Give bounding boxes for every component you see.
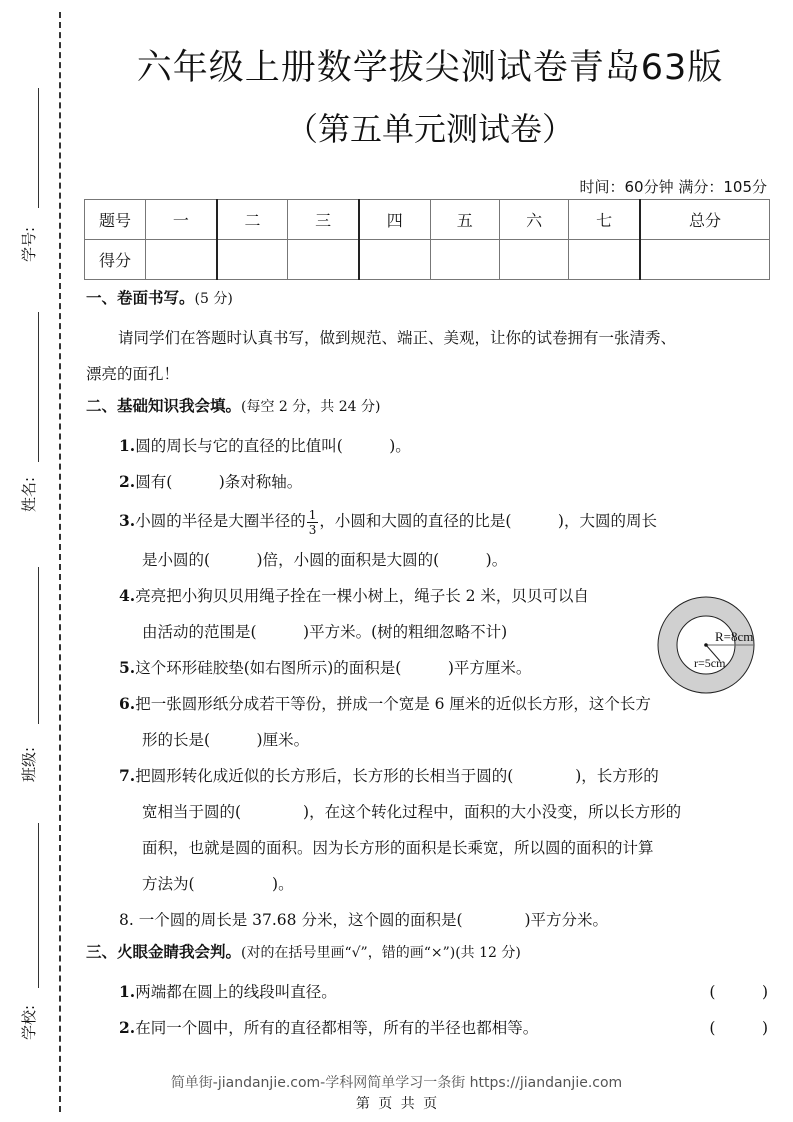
section-1-text: 请同学们在答题时认真书写，做到规范、端正、美观，让你的试卷拥有一张清秀、 — [118, 329, 677, 347]
question-2-6-cont: 形的长是( )厘米。 — [142, 731, 310, 749]
question-2-8: 8. 一个圆的周长是 37.68 分米，这个圆的面积是( )平方分米。 — [119, 911, 609, 929]
page-number: 第 页 共 页 — [355, 1096, 438, 1112]
fraction-one-third: $\frac{1}{3}$ — [308, 507, 317, 537]
column-header: 六 — [499, 200, 568, 240]
name-label: 姓名: — [20, 476, 38, 512]
score-cell[interactable] — [146, 240, 217, 280]
question-number-row — [85, 200, 770, 240]
score-row — [85, 240, 770, 280]
question-3-2: 2.在同一个圆中，所有的直径都相等，所有的半径也都相等。 ( ) — [86, 1010, 772, 1046]
answer-brackets[interactable]: ( ) — [709, 1019, 768, 1037]
student-id-label: 学号: — [20, 226, 38, 262]
score-cell[interactable] — [359, 240, 430, 280]
question-2-7: 7.把圆形转化成近似的长方形后，长方形的长相当于圆的( )，长方形的 — [119, 766, 659, 785]
watermark-footer: 简单街-jiandanjie.com-学科网简单学习一条街 https://jiandanjie.com — [170, 1075, 623, 1091]
question-2-7-cont: 宽相当于圆的( )，在这个转化过程中，面积的大小没变，所以长方形的 — [142, 803, 682, 821]
column-header: 四 — [359, 200, 430, 240]
column-header: 七 — [569, 200, 640, 240]
question-2-6: 6.把一张圆形纸分成若干等份，拼成一个宽是 6 厘米的近似长方形，这个长方 — [119, 694, 651, 713]
inner-radius-label: r=5cm — [694, 656, 726, 670]
section-3-heading: 三、火眼金睛我会判。(对的在括号里画“√”，错的画“×”)(共 12 分) — [86, 943, 521, 961]
student-id-line[interactable] — [38, 88, 39, 208]
question-2-7-cont: 方法为( )。 — [142, 875, 294, 893]
section-2-heading: 二、基础知识我会填。(每空 2 分，共 24 分) — [86, 397, 381, 415]
answer-brackets[interactable]: ( ) — [709, 983, 768, 1001]
score-cell[interactable] — [217, 240, 288, 280]
score-cell[interactable] — [288, 240, 359, 280]
column-header: 总分 — [640, 200, 770, 240]
question-2-4: 4.亮亮把小狗贝贝用绳子拴在一棵小树上，绳子长 2 米，贝贝可以自 — [119, 586, 589, 605]
class-line[interactable] — [38, 567, 39, 724]
question-2-3: 3.小圆的半径是大圈半径的 $\frac{1}{3}$ ，小圆和大圆的直径的比是( )，大圆的周长 — [119, 507, 657, 537]
question-2-3-cont: 是小圆的( )倍，小圆的面积是大圆的( )。 — [142, 551, 508, 569]
column-header: 三 — [288, 200, 359, 240]
score-cell[interactable] — [569, 240, 640, 280]
column-header: 五 — [430, 200, 499, 240]
score-cell[interactable] — [430, 240, 499, 280]
outer-radius-label: R=8cm — [715, 629, 754, 644]
school-label: 学校: — [20, 1004, 38, 1040]
row-label: 得分 — [85, 240, 146, 280]
name-line[interactable] — [38, 312, 39, 462]
question-2-1: 1.圆的周长与它的直径的比值叫( )。 — [119, 436, 411, 455]
section-1-text-cont: 漂亮的面孔！ — [86, 365, 180, 383]
section-1-heading: 一、卷面书写。(5 分) — [86, 289, 233, 307]
school-line[interactable] — [38, 823, 39, 988]
question-2-7-cont: 面积，也就是圆的面积。因为长方形的面积是长乘宽，所以圆的面积的计算 — [142, 839, 654, 857]
question-2-2: 2.圆有( )条对称轴。 — [119, 472, 303, 491]
class-label: 班级: — [20, 746, 38, 782]
column-header: 二 — [217, 200, 288, 240]
question-2-4-cont: 由活动的范围是( )平方米。(树的粗细忽略不计) — [142, 623, 508, 641]
question-2-5: 5.这个环形硅胶垫(如右图所示)的面积是( )平方厘米。 — [119, 658, 532, 677]
score-table — [84, 199, 770, 280]
column-header: 一 — [146, 200, 217, 240]
question-3-1: 1.两端都在圆上的线段叫直径。 ( ) — [86, 974, 772, 1010]
score-cell[interactable] — [499, 240, 568, 280]
ring-diagram — [656, 595, 768, 699]
binding-cut-line — [59, 12, 61, 1112]
row-label: 题号 — [85, 200, 146, 240]
exam-meta: 时间：60分钟 满分：105分 — [579, 178, 767, 196]
page-title: 六年级上册数学拔尖测试卷青岛63版 — [136, 48, 724, 88]
page-subtitle: （第五单元测试卷） — [285, 110, 574, 148]
score-cell[interactable] — [640, 240, 770, 280]
